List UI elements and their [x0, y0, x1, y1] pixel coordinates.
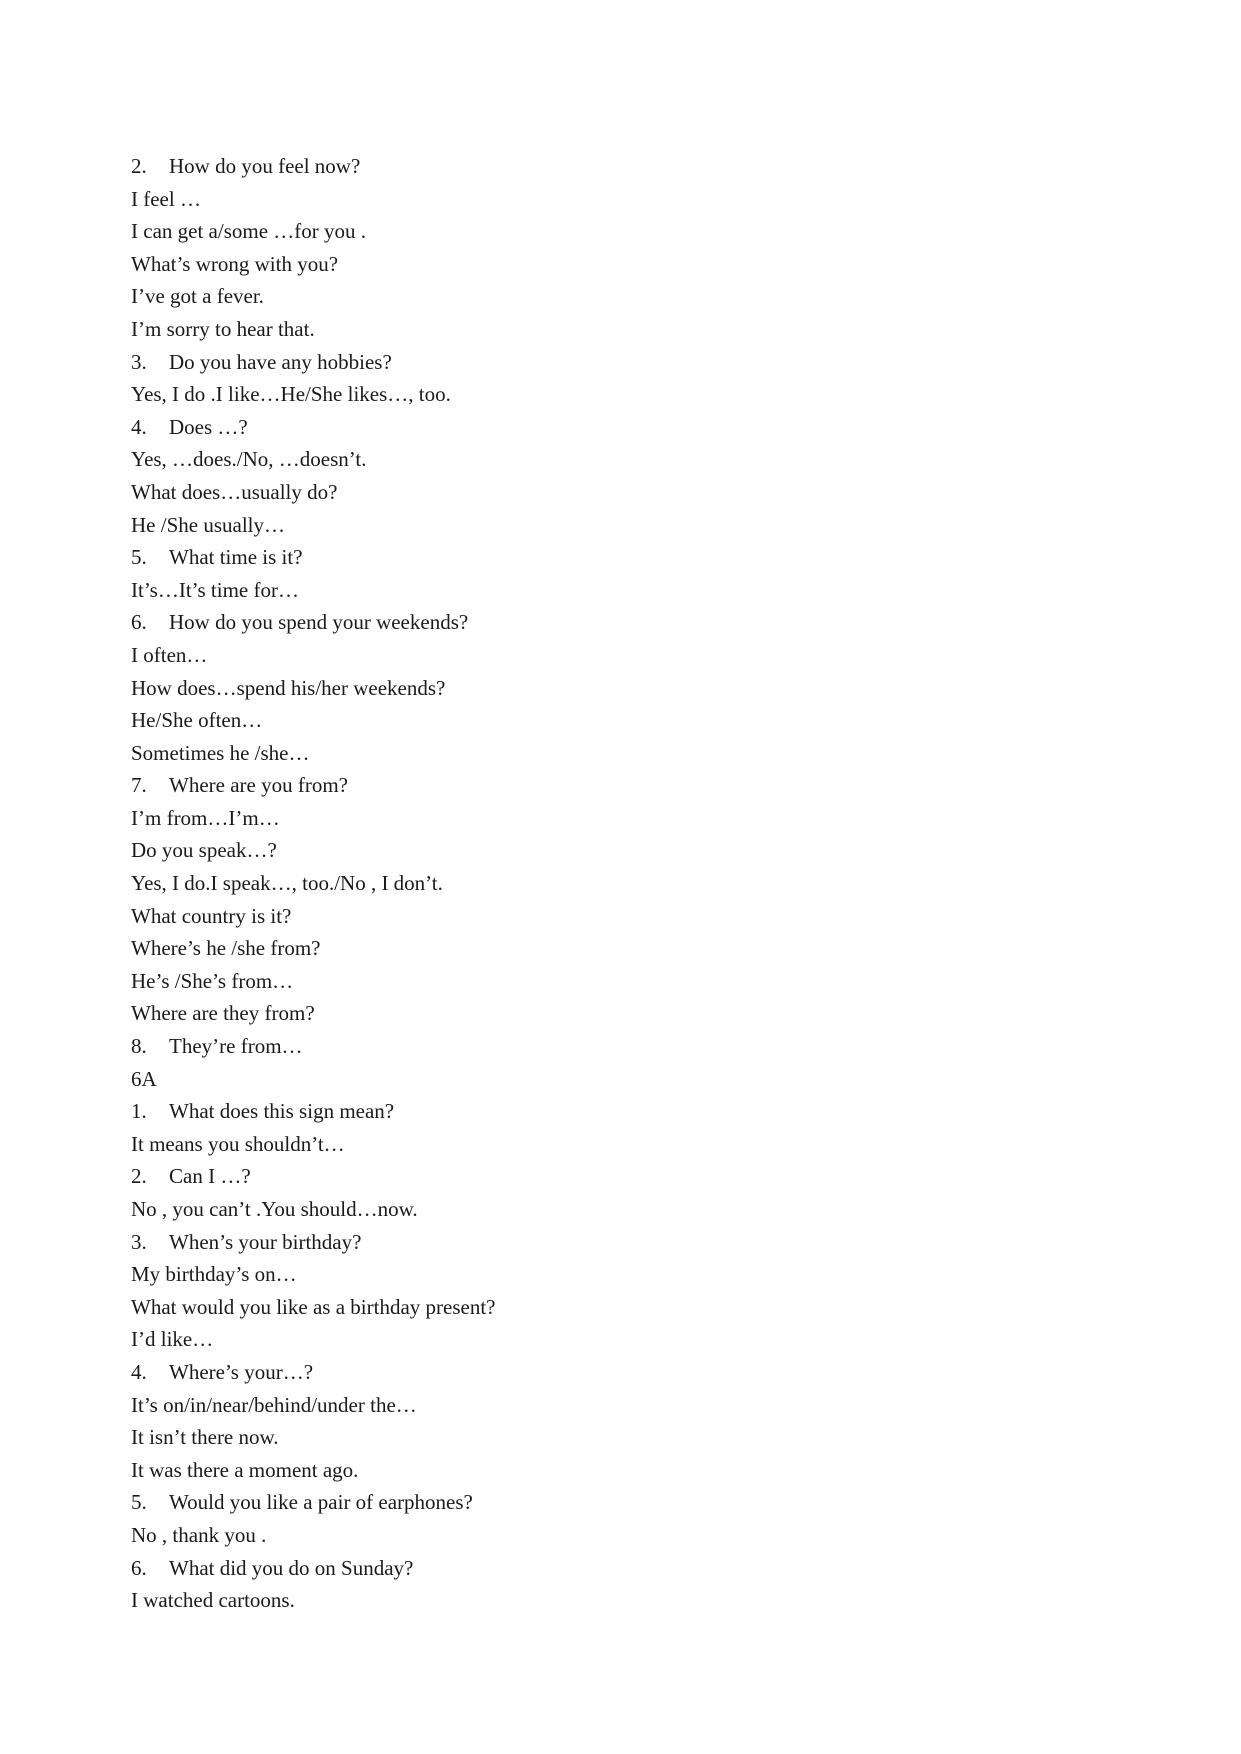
- text-line: [131, 704, 1131, 737]
- text-line: [131, 1063, 1131, 1096]
- line-text: Where’s he /she from?: [131, 936, 321, 961]
- line-text: I’ve got a fever.: [131, 284, 264, 309]
- line-text: I feel …: [131, 186, 201, 211]
- line-text: It’s…It’s time for…: [131, 577, 299, 602]
- line-text: When’s your birthday?: [169, 1229, 362, 1254]
- line-text: Yes, …does./No, …doesn’t.: [131, 447, 367, 472]
- text-line: [131, 834, 1131, 867]
- text-line: [131, 280, 1131, 313]
- numbered-question-line: [131, 1095, 1131, 1128]
- text-line: [131, 965, 1131, 998]
- line-text: 6A: [131, 1066, 157, 1091]
- item-number: 7.: [131, 773, 147, 798]
- text-line: [131, 313, 1131, 346]
- text-line: [131, 183, 1131, 216]
- line-text: It’s on/in/near/behind/under the…: [131, 1392, 417, 1417]
- text-line: [131, 1323, 1131, 1356]
- text-line: [131, 1519, 1131, 1552]
- text-line: [131, 1389, 1131, 1422]
- text-line: [131, 867, 1131, 900]
- line-text: Yes, I do.I speak…, too./No , I don’t.: [131, 871, 443, 896]
- text-line: [131, 1128, 1131, 1161]
- line-text: It was there a moment ago.: [131, 1457, 359, 1482]
- text-line: [131, 639, 1131, 672]
- text-line: [131, 1193, 1131, 1226]
- text-line: [131, 900, 1131, 933]
- line-text: I’d like…: [131, 1327, 214, 1352]
- line-text: Sometimes he /she…: [131, 740, 310, 765]
- item-number: 3.: [131, 349, 147, 374]
- text-line: [131, 215, 1131, 248]
- text-line: [131, 1584, 1131, 1617]
- text-line: [131, 1258, 1131, 1291]
- numbered-question-line: [131, 346, 1131, 379]
- text-line: [131, 443, 1131, 476]
- line-text: He’s /She’s from…: [131, 968, 294, 993]
- line-text: What does this sign mean?: [169, 1099, 395, 1124]
- line-text: He/She often…: [131, 708, 263, 733]
- item-number: 4.: [131, 414, 147, 439]
- numbered-question-line: [131, 1160, 1131, 1193]
- line-text: It isn’t there now.: [131, 1425, 279, 1450]
- text-line: [131, 476, 1131, 509]
- line-text: How do you spend your weekends?: [169, 610, 469, 635]
- line-text: Do you speak…?: [131, 838, 277, 863]
- numbered-question-line: [131, 541, 1131, 574]
- item-number: 3.: [131, 1229, 147, 1254]
- text-line: [131, 1291, 1131, 1324]
- line-text: What country is it?: [131, 903, 292, 928]
- line-text: No , you can’t .You should…now.: [131, 1197, 418, 1221]
- text-line: [131, 1454, 1131, 1487]
- item-number: 1.: [131, 1099, 147, 1124]
- numbered-question-line: [131, 411, 1131, 444]
- text-line: [131, 997, 1131, 1030]
- line-text: Do you have any hobbies?: [169, 349, 392, 374]
- text-line: [131, 802, 1131, 835]
- item-number: 2.: [131, 1164, 147, 1189]
- line-text: How do you feel now?: [169, 154, 361, 178]
- numbered-question-line: [131, 1030, 1131, 1063]
- numbered-question-line: [131, 606, 1131, 639]
- line-text: Does …?: [169, 414, 248, 439]
- numbered-question-line: [131, 1486, 1131, 1519]
- line-text: Would you like a pair of earphones?: [169, 1490, 473, 1515]
- text-line: [131, 737, 1131, 770]
- document-body: [131, 150, 1131, 1617]
- text-line: [131, 932, 1131, 965]
- line-text: I can get a/some …for you .: [131, 219, 367, 244]
- line-text: I often…: [131, 642, 208, 667]
- text-line: [131, 574, 1131, 607]
- line-text: They’re from…: [169, 1034, 303, 1059]
- item-number: 5.: [131, 1490, 147, 1515]
- item-number: 2.: [131, 154, 147, 178]
- numbered-question-line: [131, 150, 1131, 183]
- text-line: [131, 248, 1131, 281]
- line-text: Can I …?: [169, 1164, 251, 1189]
- line-text: He /She usually…: [131, 512, 285, 537]
- line-text: Yes, I do .I like…He/She likes…, too.: [131, 382, 451, 407]
- line-text: I’m from…I’m…: [131, 805, 280, 830]
- line-text: I’m sorry to hear that.: [131, 316, 315, 341]
- numbered-question-line: [131, 1356, 1131, 1389]
- line-text: What did you do on Sunday?: [169, 1555, 414, 1580]
- line-text: How does…spend his/her weekends?: [131, 675, 446, 700]
- numbered-question-line: [131, 1552, 1131, 1585]
- line-text: Where are you from?: [169, 773, 348, 798]
- line-text: What does…usually do?: [131, 479, 338, 504]
- line-text: What’s wrong with you?: [131, 251, 339, 276]
- text-line: [131, 672, 1131, 705]
- numbered-question-line: [131, 769, 1131, 802]
- line-text: Where’s your…?: [169, 1359, 314, 1384]
- text-line: [131, 378, 1131, 411]
- item-number: 6.: [131, 1555, 147, 1580]
- line-text: What would you like as a birthday present?: [131, 1294, 496, 1319]
- line-text: I watched cartoons.: [131, 1588, 295, 1613]
- item-number: 5.: [131, 545, 147, 570]
- item-number: 6.: [131, 610, 147, 635]
- line-text: My birthday’s on…: [131, 1262, 297, 1287]
- text-line: [131, 1421, 1131, 1454]
- item-number: 8.: [131, 1034, 147, 1059]
- line-text: No , thank you .: [131, 1522, 267, 1547]
- item-number: 4.: [131, 1359, 147, 1384]
- numbered-question-line: [131, 1226, 1131, 1259]
- line-text: It means you shouldn’t…: [131, 1131, 345, 1156]
- line-text: Where are they from?: [131, 1001, 315, 1026]
- line-text: What time is it?: [169, 545, 303, 570]
- text-line: [131, 509, 1131, 542]
